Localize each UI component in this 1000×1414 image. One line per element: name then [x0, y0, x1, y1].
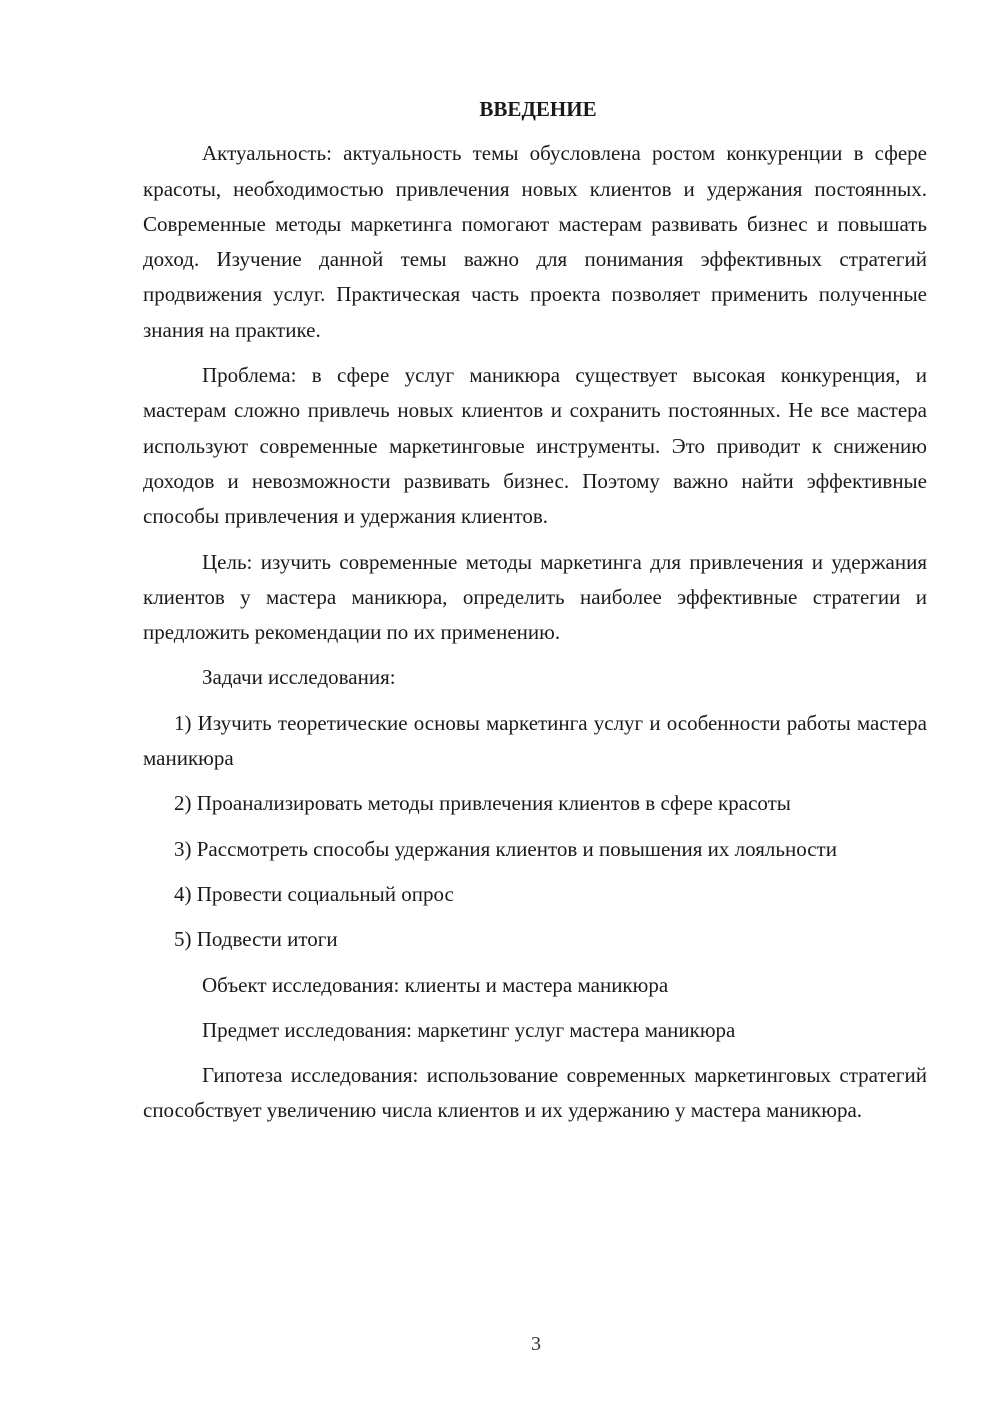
task-item-3: 3) Рассмотреть способы удержания клиентов и повышения их лояльности: [174, 836, 837, 861]
task-item-1: 1) Изучить теоретические основы маркетинга услуг и особенности работы мастера маникюра: [143, 710, 927, 771]
tasks-heading: Задачи исследования:: [202, 665, 396, 690]
page-number: 3: [531, 1333, 541, 1355]
goal-paragraph: Цель: изучить современные методы маркетинга для привлечения и удержания клиентов у мастера маникюра, определить наиболее эффективные стратегии и предложить рекомендации по их применению.: [143, 549, 927, 645]
document-page: [143, 92, 927, 1139]
hypothesis-paragraph: Гипотеза исследования: использование современных маркетинговых стратегий способствует увеличению числа клиентов и их удержанию у мастера маникюра.: [143, 1063, 927, 1123]
research-subject: Предмет исследования: маркетинг услуг мастера маникюра: [202, 1017, 736, 1042]
task-item-4: 4) Провести социальный опрос: [174, 881, 454, 906]
task-item-5: 5) Подвести итоги: [174, 927, 338, 952]
section-title: ВВЕДЕНИЕ: [479, 97, 597, 121]
relevance-paragraph: Актуальность: актуальность темы обусловлена ростом конкуренции в сфере красоты, необходимостью привлечения новых клиентов и удержания постоянных. Современные методы маркетинга помогают мастерам развивать бизнес и повышать доход. Изучение данной темы важно для понимания эффективных стратегий продвижения услуг. Практическая часть проекта позволяет применить полученные знания на практике.: [143, 141, 927, 342]
research-object: Объект исследования: клиенты и мастера маникюра: [202, 972, 669, 997]
task-item-2: 2) Проанализировать методы привлечения клиентов в сфере красоты: [174, 791, 791, 816]
problem-paragraph: Проблема: в сфере услуг маникюра существует высокая конкуренция, и мастерам сложно привлечь новых клиентов и сохранить постоянных. Не все мастера используют современные маркетинговые инструменты. Это приводит к снижению доходов и невозможности развивать бизнес. Поэтому важно найти эффективные способы привлечения и удержания клиентов.: [143, 363, 927, 529]
